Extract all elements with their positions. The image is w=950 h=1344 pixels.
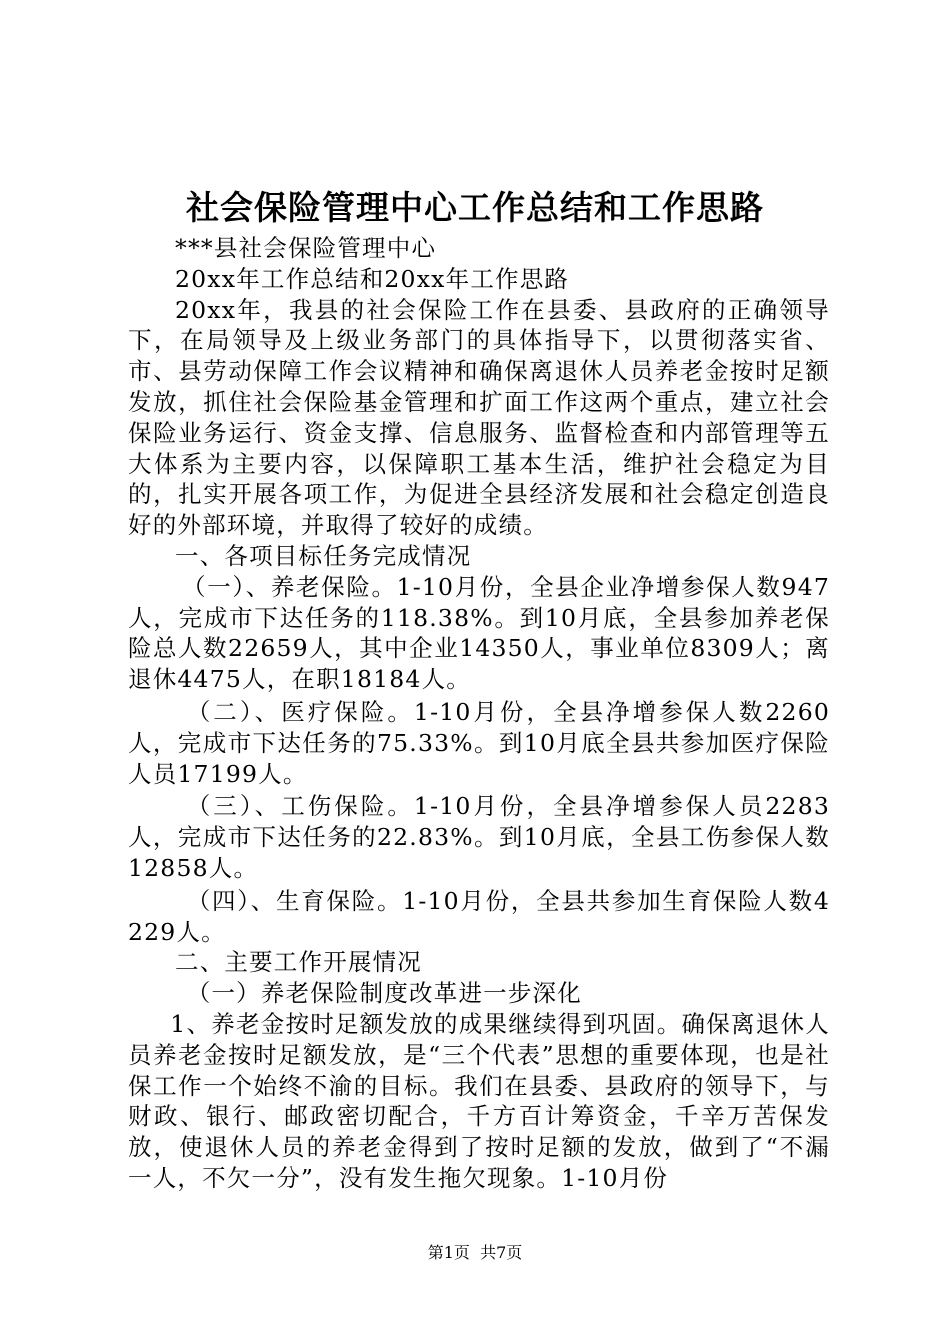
document-body [128, 233, 830, 1194]
intro-paragraph: 20xx年，我县的社会保险工作在县委、县政府的正确领导下，在局领导及上级业务部门的具体指导下，以贯彻落实省、市、县劳动保障工作会议精神和确保离退休人员养老金按时足额发放，抓住社会保险基金管理和扩面工作这两个重点，建立社会保险业务运行、资金支撑、信息服务、监督检查和内部管理等五大体系为主要内容，以保障职工基本生活，维护社会稳定为目的，扎实开展各项工作，为促进全县经济发展和社会稳定创造良好的外部环境，并取得了较好的成绩。 [128, 295, 830, 540]
maternity-insurance-paragraph: （四）、生育保险。1-10月份，全县共参加生育保险人数4229人。 [128, 886, 830, 946]
subsection-heading-1: （一）养老保险制度改革进一步深化 [186, 979, 582, 1008]
pension-payment-paragraph: 1、养老金按时足额发放的成果继续得到巩固。确保离退休人员养老金按时足额发放，是“三个代表”思想的重要体现，也是社保工作一个始终不渝的目标。我们在县委、县政府的领导下，与财政、银行、邮政密切配合，千方百计筹资金，千辛万苦保发放，使退休人员的养老金得到了按时足额的发放，做到了“不漏一人，不欠一分”，没有发生拖欠现象。1-10月份 [128, 1009, 830, 1192]
pension-insurance-paragraph: （一）、养老保险。1-10月份，全县企业净增参保人数947人，完成市下达任务的118.38%。到10月底，全县参加养老保险总人数22659人，其中企业14350人，事业单位8309人；离退休4475人，在职18184人。 [128, 572, 830, 694]
section-heading-1: 一、各项目标任务完成情况 [175, 541, 472, 570]
document-title: 社会保险管理中心工作总结和工作思路 [186, 188, 764, 227]
medical-insurance-paragraph: （二）、医疗保险。1-10月份，全县净增参保人数2260人，完成市下达任务的75.33%。到10月底全县共参加医疗保险人员17199人。 [128, 697, 830, 788]
page-footer [0, 1242, 950, 1264]
section-heading-2: 二、主要工作开展情况 [175, 948, 422, 977]
page-number-label: 第1页 共7页 [427, 1243, 523, 1262]
org-name-line: ***县社会保险管理中心 [175, 234, 437, 262]
injury-insurance-paragraph: （三）、工伤保险。1-10月份，全县净增参保人员2283人，完成市下达任务的22.83%。到10月底，全县工伤参保人数12858人。 [128, 792, 830, 882]
subtitle-line: 20xx年工作总结和20xx年工作思路 [175, 264, 570, 293]
